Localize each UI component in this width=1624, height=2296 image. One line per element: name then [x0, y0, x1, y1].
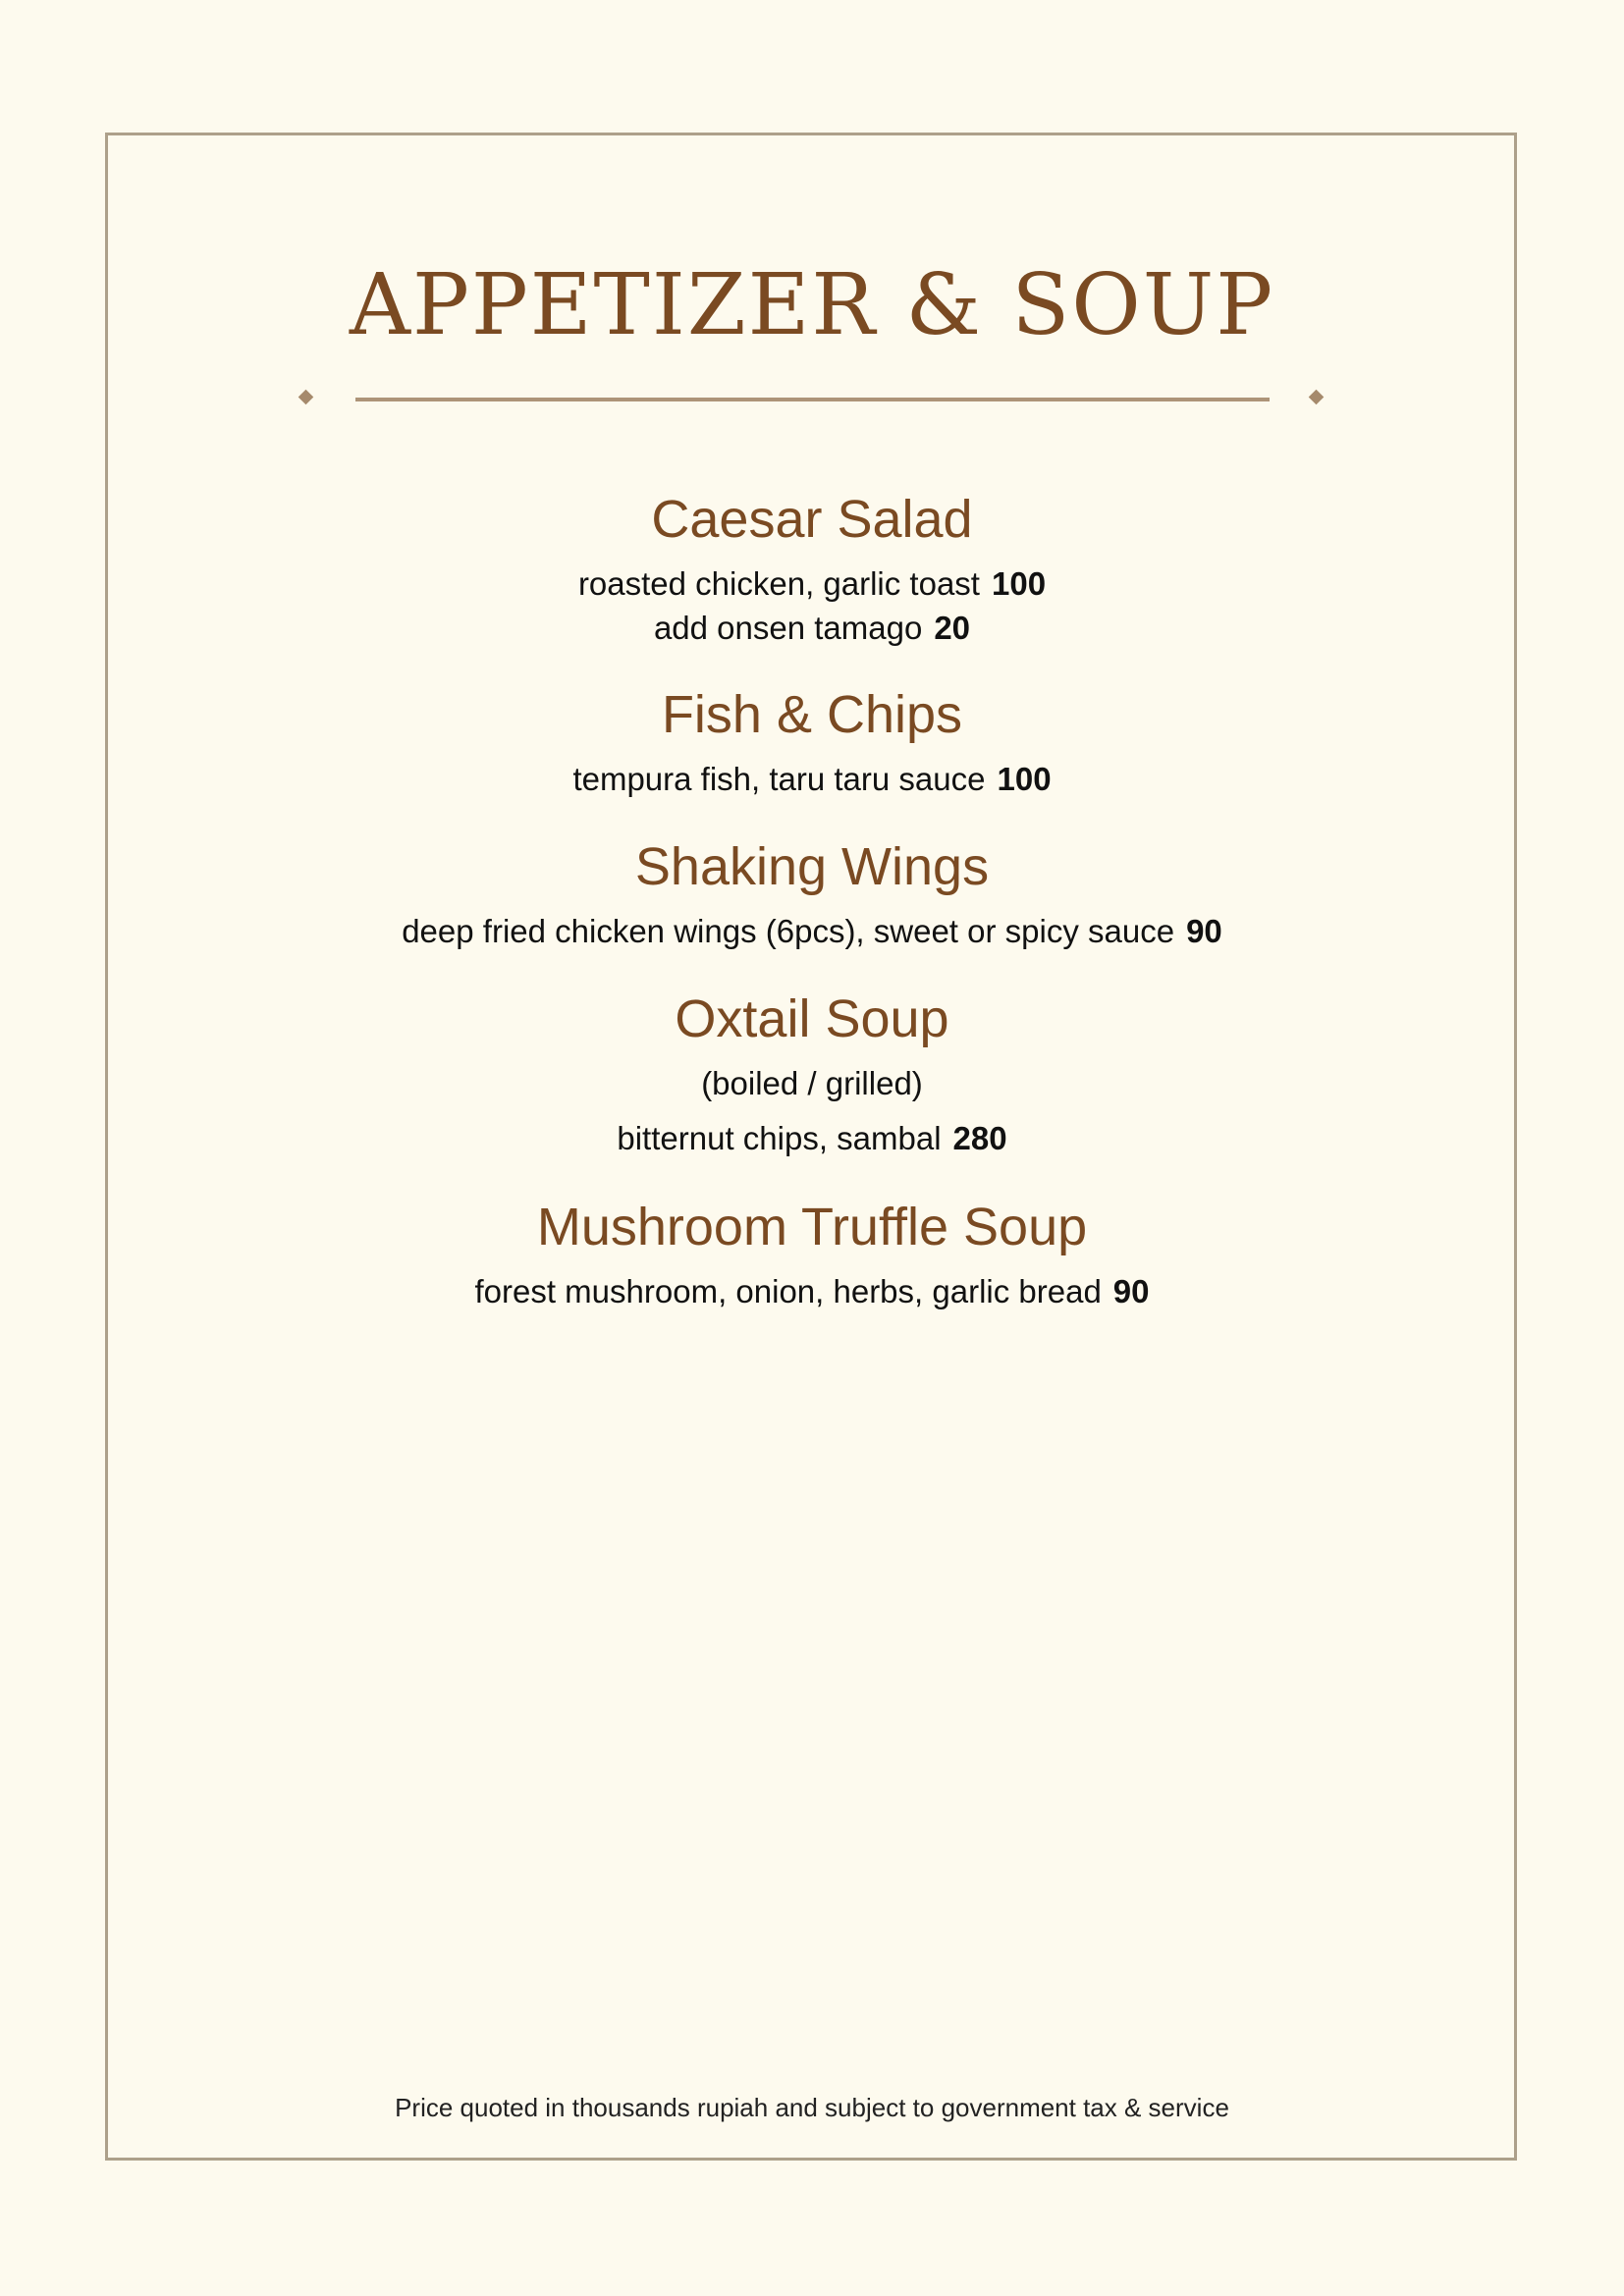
description-text: bitternut chips, sambal: [617, 1120, 942, 1156]
description-text: add onsen tamago: [653, 610, 923, 646]
menu-item-description: [0, 763, 1624, 795]
description-text: tempura fish, taru taru sauce: [572, 761, 986, 797]
price-footnote: Price quoted in thousands rupiah and subject to government tax & service: [395, 2093, 1229, 2122]
menu-item-description: [0, 1122, 1624, 1154]
menu-item-description: [0, 915, 1624, 947]
menu-item-description: [0, 612, 1624, 644]
menu-item-name: Fish & Chips: [661, 685, 963, 744]
menu-item-description: [0, 1275, 1624, 1308]
price: 280: [952, 1120, 1007, 1156]
description-text: (boiled / grilled): [701, 1065, 923, 1101]
menu-item-name: Oxtail Soup: [675, 989, 949, 1048]
menu-item-name: Shaking Wings: [634, 837, 990, 896]
menu-item-description: [0, 567, 1624, 600]
price: 90: [1112, 1273, 1150, 1309]
menu-item-name: Caesar Salad: [651, 490, 973, 549]
title-divider: [355, 398, 1270, 401]
price: 20: [934, 610, 971, 646]
price: 100: [997, 761, 1052, 797]
price: 100: [991, 565, 1047, 602]
menu-item-description: [0, 1067, 1624, 1099]
menu-title: APPETIZER & SOUP: [349, 256, 1275, 354]
price: 90: [1186, 913, 1222, 949]
description-text: deep fried chicken wings (6pcs), sweet or spicy sauce: [402, 913, 1175, 949]
description-text: roasted chicken, garlic toast: [577, 565, 980, 602]
menu-item-name: Mushroom Truffle Soup: [536, 1198, 1088, 1256]
description-text: forest mushroom, onion, herbs, garlic bread: [474, 1273, 1102, 1309]
